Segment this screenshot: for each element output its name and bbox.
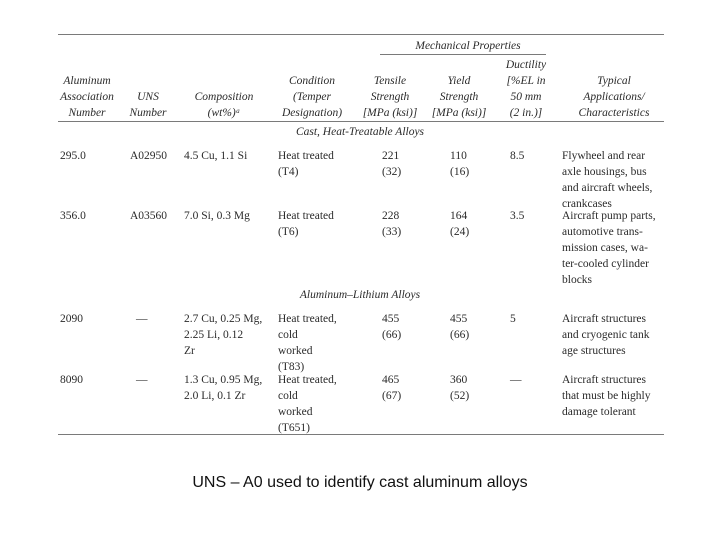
cell-condition: Heat treated (T4): [278, 150, 334, 178]
cell-ductility: —: [510, 374, 522, 386]
cell-ductility: 5: [510, 313, 516, 325]
cell-association-number: 2090: [60, 313, 83, 325]
header-composition: Composition (wt%)ᵃ: [194, 91, 254, 119]
cell-applications: Aircraft structures and cryogenic tank age structures: [562, 313, 650, 357]
header-applications: Typical Applications/ Characteristics: [578, 75, 650, 119]
table-top-rule: [58, 34, 664, 35]
header-bottom-rule: [58, 121, 664, 122]
header-condition: Condition (Temper Designation): [281, 75, 343, 119]
cell-tensile-strength: 455 (66): [382, 313, 402, 341]
cell-uns-number: A03560: [130, 210, 168, 222]
cell-applications: Flywheel and rear axle housings, bus and aircraft wheels, crankcases: [562, 150, 653, 210]
cell-uns-number: —: [136, 374, 148, 386]
cell-ductility: 8.5: [510, 150, 525, 162]
header-uns-number: UNS Number: [129, 91, 167, 119]
header-tensile-strength: Tensile Strength [MPa (ksi)]: [362, 75, 418, 119]
cell-yield-strength: 110 (16): [450, 150, 470, 178]
cell-tensile-strength: 221 (32): [382, 150, 402, 178]
cell-association-number: 8090: [60, 374, 83, 386]
cell-tensile-strength: 228 (33): [382, 210, 402, 238]
cell-composition: 2.7 Cu, 0.25 Mg, 2.25 Li, 0.12 Zr: [184, 313, 263, 357]
cell-composition: 7.0 Si, 0.3 Mg: [184, 210, 250, 222]
cell-uns-number: —: [136, 313, 148, 325]
header-association-number: Aluminum Association Number: [60, 75, 114, 119]
cell-yield-strength: 164 (24): [450, 210, 470, 238]
group-header-rule: [380, 54, 546, 55]
cell-ductility: 3.5: [510, 210, 525, 222]
section-title-aluminum-lithium: Aluminum–Lithium Alloys: [299, 289, 421, 301]
cell-yield-strength: 360 (52): [450, 374, 470, 402]
cell-composition: 1.3 Cu, 0.95 Mg, 2.0 Li, 0.1 Zr: [184, 374, 263, 402]
cell-uns-number: A02950: [130, 150, 168, 162]
cell-tensile-strength: 465 (67): [382, 374, 402, 402]
cell-applications: Aircraft structures that must be highly damage tolerant: [562, 374, 651, 418]
cell-condition: Heat treated, cold worked (T83): [278, 313, 337, 373]
table-bottom-rule: [58, 434, 664, 435]
cell-condition: Heat treated (T6): [278, 210, 334, 238]
cell-association-number: 356.0: [60, 210, 86, 222]
header-yield-strength: Yield Strength [MPa (ksi)]: [431, 75, 487, 119]
cell-applications: Aircraft pump parts, automotive trans- mission cases, wa- ter-cooled cylinder blocks: [562, 210, 656, 286]
cell-yield-strength: 455 (66): [450, 313, 470, 341]
group-header-mechanical-properties: Mechanical Properties: [415, 40, 521, 52]
slide-caption: UNS – A0 used to identify cast aluminum alloys: [192, 474, 528, 491]
cell-composition: 4.5 Cu, 1.1 Si: [184, 150, 248, 162]
header-ductility: Ductility [%EL in 50 mm (2 in.)]: [505, 59, 547, 119]
cell-association-number: 295.0: [60, 150, 86, 162]
cell-condition: Heat treated, cold worked (T651): [278, 374, 337, 434]
section-title-cast-alloys: Cast, Heat-Treatable Alloys: [295, 126, 425, 138]
